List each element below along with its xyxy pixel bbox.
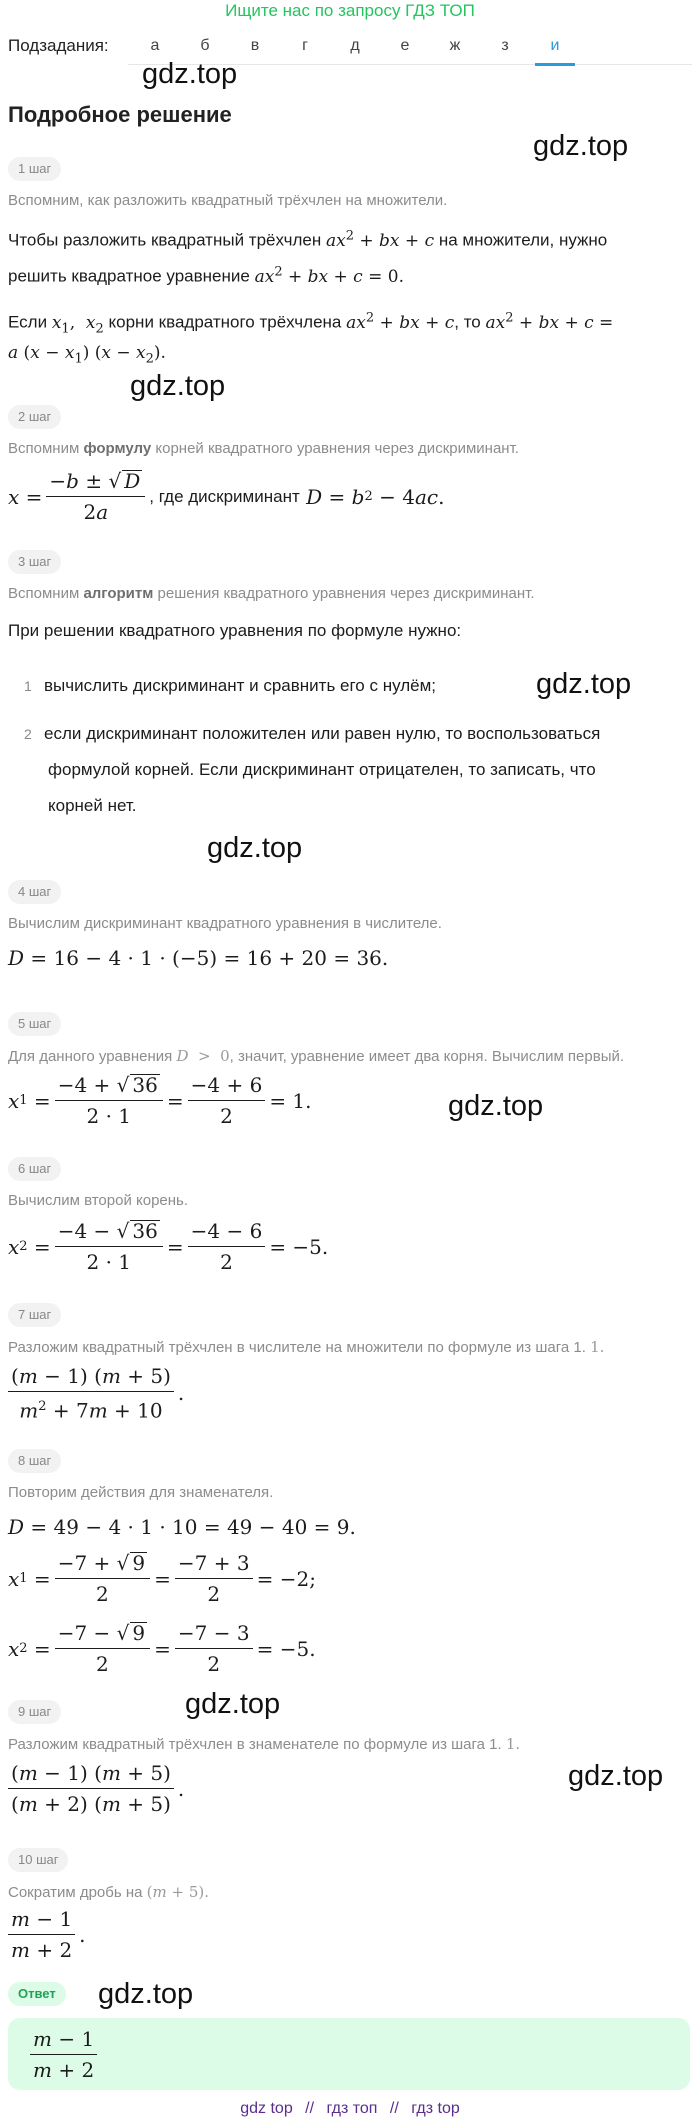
- step-hint: Вычислим дискриминант квадратного уравнения в числителе.: [8, 915, 442, 932]
- list-item: если дискриминант положителен или равен нулю, то воспользоваться: [44, 724, 601, 743]
- step-text: Если $x_1$, $x_2$ корни квадратного трёхчлена $ax^2$ + bx + c, то $ax^2$ + bx + c =: [8, 310, 614, 337]
- step-hint: Для данного уравнения D > 0, значит, уравнение имеет два корня. Вычислим первый.: [8, 1047, 625, 1065]
- step-badge: 5 шаг: [8, 1012, 61, 1036]
- page-title: Подробное решение: [8, 102, 232, 127]
- watermark: gdz.top: [142, 58, 238, 90]
- subtask-tab-v[interactable]: в: [250, 37, 260, 54]
- list-item: формулой корней. Если дискриминант отрицателен, то записать, что: [48, 760, 596, 779]
- watermark: gdz.top: [98, 1978, 194, 2010]
- step-badge: 4 шаг: [8, 880, 61, 904]
- subtasks-nav: [8, 34, 700, 66]
- step-text: решить квадратное уравнение $ax^2$ + bx + c = 0.: [8, 264, 404, 287]
- step-text: При решении квадратного уравнения по формуле нужно:: [8, 621, 462, 640]
- list-number: 1: [24, 678, 32, 694]
- footer-separator: //: [389, 2100, 399, 2117]
- answer-badge: Ответ: [8, 1982, 66, 2006]
- step-badge: 7 шаг: [8, 1303, 61, 1327]
- watermark: gdz.top: [448, 1090, 544, 1122]
- subtask-tab-g[interactable]: г: [302, 37, 308, 54]
- step-formula: x 2 = $\frac{-7 - √ 9}{2}$ = $\frac{-7 - 3}{2}$ = −5.: [8, 1621, 316, 1676]
- subtask-tab-d[interactable]: д: [350, 37, 360, 54]
- step-badge: 8 шаг: [8, 1449, 61, 1473]
- watermark: gdz.top: [185, 1688, 281, 1720]
- step-text: Чтобы разложить квадратный трёхчлен $ax^2$ + bx + c на множители, нужно: [8, 228, 608, 251]
- step-formula: $\frac{(m - 1) (m + 5)}{m^2 + 7m + 10}$ .: [8, 1363, 184, 1424]
- subtask-tab-z[interactable]: з: [501, 37, 509, 54]
- search-banner: Ищите нас по запросу ГДЗ ТОП: [225, 1, 475, 20]
- footer-links: [0, 2100, 700, 2118]
- subtasks-label: Подзадания:: [8, 36, 109, 55]
- watermark: gdz.top: [568, 1760, 664, 1792]
- watermark: gdz.top: [130, 370, 226, 402]
- step-formula: $\frac{(m - 1) (m + 5)}{(m + 2) (m + 5)}$ .: [8, 1760, 184, 1817]
- step-hint: Вычислим второй корень.: [8, 1192, 189, 1209]
- watermark: gdz.top: [533, 130, 629, 162]
- subtask-tab-e[interactable]: е: [400, 37, 410, 54]
- footer-link[interactable]: gdz top: [240, 2100, 293, 2117]
- list-item: корней нет.: [48, 796, 137, 815]
- step-badge: 1 шаг: [8, 157, 61, 181]
- step-formula: x 1 = $\frac{-7 + √ 9}{2}$ = $\frac{-7 + 3}{2}$ = −2;: [8, 1551, 316, 1606]
- footer-link[interactable]: гдз топ: [326, 2100, 378, 2117]
- answer-formula: $\frac{m - 1}{m + 2}$: [30, 2026, 101, 2083]
- subtask-tab-zh[interactable]: ж: [449, 37, 461, 54]
- footer-separator: //: [305, 2100, 315, 2117]
- step-badge: 9 шаг: [8, 1700, 61, 1724]
- step-hint: Разложим квадратный трёхчлен в числителе на множители по формуле из шага 1. 1.: [8, 1338, 605, 1356]
- answer-box: [8, 2018, 690, 2090]
- step-badge: 10 шаг: [8, 1848, 68, 1872]
- step-hint: Вспомним, как разложить квадратный трёхчлен на множители.: [8, 192, 448, 209]
- step-formula: D = 49 − 4 · 1 · 10 = 49 − 40 = 9.: [8, 1515, 356, 1539]
- step-formula: x 1 = $\frac{-4 + √ 36}{2 \cdot 1}$ = $\frac{-4 + 6}{2}$ = 1.: [8, 1073, 312, 1128]
- watermark: gdz.top: [536, 668, 632, 700]
- step-formula: a $(x - x_1)$ $(x - x_2)$.: [8, 343, 166, 367]
- step-hint: Разложим квадратный трёхчлен в знаменателе по формуле из шага 1. 1.: [8, 1735, 521, 1753]
- step-formula: x = $\frac{-b \pm √ D}{2a}$ , где дискриминант D = b 2 − 4 ac .: [8, 469, 445, 524]
- step-hint: Вспомним формулу корней квадратного уравнения через дискриминант.: [8, 440, 519, 457]
- list-item: вычислить дискриминант и сравнить его с нулём;: [44, 676, 437, 695]
- step-hint: Повторим действия для знаменателя.: [8, 1484, 274, 1501]
- step-badge: 3 шаг: [8, 550, 61, 574]
- footer-link[interactable]: гдз top: [411, 2100, 460, 2117]
- step-badge: 6 шаг: [8, 1157, 61, 1181]
- step-formula: $\frac{m - 1}{m + 2}$ .: [8, 1906, 86, 1963]
- step-badge: 2 шаг: [8, 405, 61, 429]
- step-formula: D = 16 − 4 · 1 · (−5) = 16 + 20 = 36.: [8, 946, 389, 970]
- watermark: gdz.top: [207, 832, 303, 864]
- subtask-tab-i[interactable]: и: [535, 34, 575, 58]
- step-hint: Вспомним алгоритм решения квадратного уравнения через дискриминант.: [8, 585, 535, 602]
- subtask-tab-b[interactable]: б: [200, 37, 210, 54]
- list-number: 2: [24, 726, 32, 742]
- step-formula: x 2 = $\frac{-4 - √ 36}{2 \cdot 1}$ = $\frac{-4 - 6}{2}$ = −5.: [8, 1219, 329, 1274]
- step-hint: Сократим дробь на (m + 5).: [8, 1883, 210, 1901]
- subtask-tab-a[interactable]: а: [150, 37, 160, 54]
